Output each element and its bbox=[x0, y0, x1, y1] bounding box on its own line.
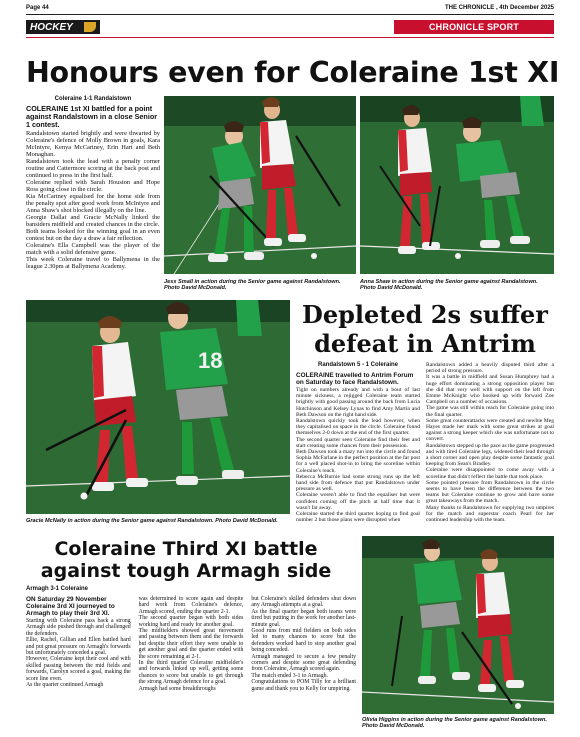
paragraph: Tight on numbers already and with a bout of last minute sickness, a rejigged Coleraine team started brightly with good passing around the back from Lucia Hutchinson and Kelsey Lynas to find Amy Martin and Beth Dawson on the right hand side. bbox=[296, 387, 420, 418]
paragraph: Randalstown stepped up the pace as the game progressed and with tired Coleraine legs, widened their lead through a short corner and open play despite some fantastic goal keeping from Sean's Bradley. bbox=[426, 442, 554, 468]
paper-dateline: THE CHRONICLE , 4th December 2025 bbox=[444, 5, 554, 11]
paragraph: Ellie, Rachel, Gillian and Ellen battled hard and put great pressure on Armagh's forwards but unfortunately conceded a goal. bbox=[26, 637, 131, 657]
paragraph: Armagh had some breakthroughs bbox=[138, 685, 216, 692]
story1-body bbox=[26, 130, 160, 270]
paragraph: Many thanks to Randalstown for supplying two umpires for the match and superstar coach Pearl for her continued leadership with the team. bbox=[426, 504, 554, 524]
photo2-caption: Anna Shaw in action during the Senior game against Randalstown. Photo David McDonald. bbox=[360, 279, 538, 292]
photo-gracie-mcnally bbox=[26, 300, 290, 514]
story2-headline: Depleted 2s suffer defeat in Antrim bbox=[302, 300, 548, 358]
paragraph: Randalstown quickly took the lead however, when they capitalised on space in the circle. Coleraine found themselves 2-0 down at the end of the first quarter. bbox=[296, 418, 420, 437]
paragraph: Randalstown added a heavily disputed third after a period of strong pressure. bbox=[426, 362, 554, 375]
photo-jess-small bbox=[164, 96, 356, 274]
paragraph: Some pointed pressure from Randalstown in the circle seems to have been the difference between the two teams but Coleraine continue to grow and have some great takeaways from the match. bbox=[426, 479, 554, 505]
story3-headline: Coleraine Third XI battle against tough Armagh side bbox=[40, 538, 332, 582]
paragraph: The second quarter began with both sides working hard and ready for another goal. bbox=[138, 615, 244, 628]
paragraph: Coleraine were disappointed to come away with a scoreline that didn't reflect the battle that took place. bbox=[426, 467, 554, 480]
page-number: Page 44 bbox=[26, 5, 49, 11]
photo-olivia-higgins bbox=[362, 536, 554, 714]
paragraph: The second quarter seen Coleraine find their feet and start creating some chances from their possession. bbox=[296, 436, 420, 449]
paragraph: The midfielders showed great movement and passing between them and the forwards but despite their effort they were unable to get another goal and the quarter ended with the score remaining at 2-1. bbox=[138, 628, 244, 660]
photo4-caption: Olivia Higgins in action during the Senior game against Randalstown. Photo David McDonald. bbox=[362, 717, 547, 730]
paragraph: As the quarter continued Armagh bbox=[26, 682, 104, 689]
paragraph: Congratulations to POM Tilly for a brilliant game and thank you to Kelly for umpiring. bbox=[251, 679, 357, 692]
paragraph: This week Coleraine travel to Ballymena in the league 2.30pm at Ballymena Academy. bbox=[26, 256, 160, 271]
paragraph: As the final quarter began both teams were tired but putting in the work for another last-minute goal. bbox=[251, 608, 357, 628]
story1-score: Coleraine 1-1 Randalstown bbox=[54, 96, 132, 102]
story3-column-1 bbox=[26, 596, 131, 692]
hockey-stick-icon bbox=[84, 22, 96, 32]
story3-columns bbox=[26, 596, 356, 692]
story2-body-2 bbox=[426, 362, 554, 523]
paragraph: but Coleraine's skilled defenders shut down any Armagh attempts at a goal. bbox=[251, 596, 357, 609]
paragraph: Coleraine's Ella Campbell was the player of the match with a solid defensive game. bbox=[26, 242, 160, 257]
story2-column-2 bbox=[426, 362, 554, 523]
paragraph: Some great counterattacks were created and newbie Meg Hayes made her mark with some great strikes at goal against a strong keeper which she was unfortunate not to convert. bbox=[426, 417, 554, 443]
paragraph: Georgie Dallat and Gracie McNally linked the bansiders midfield and created chances in the circle. bbox=[26, 214, 160, 229]
photo-anna-shaw bbox=[360, 96, 554, 274]
paragraph: In the third quarter Coleraine midfielder's and forwards linked up well, getting some chances to score but unable to get through the strong Armagh defence for a goal. bbox=[138, 660, 244, 686]
paragraph: Coleraine started the third quarter hoping to find goal number 2 but those plans were disrupted when bbox=[296, 511, 420, 524]
paragraph: Randalstown started brightly and were thwarted by Coleraine's defence of Molly Brown in goals, Kara McIntyre, Kenya McCartney, Erin Hart and Beth Monaghan. bbox=[26, 130, 160, 159]
paragraph: was determined to score again and despite hard work from Coleraine's defence, Armagh scored, ending the quarter 2-1. bbox=[138, 596, 244, 615]
brand-label: CHRONICLE SPORT bbox=[428, 22, 519, 32]
story2-column-1 bbox=[296, 372, 420, 523]
story3-score: Armagh 3-1 Coleraine bbox=[26, 586, 89, 592]
paragraph: Coleraine weren't able to find the equaliser but were confident coming off the pitch at half time that it wasn't far away. bbox=[296, 492, 420, 511]
svg-text:18: 18 bbox=[198, 348, 223, 373]
story2-body-1 bbox=[296, 387, 420, 523]
story3-body-3 bbox=[251, 596, 356, 692]
header-rule bbox=[26, 14, 554, 15]
paragraph: Starting with Coleraine pass back a strong Armagh side pushed through and challenged the defenders. bbox=[26, 618, 131, 637]
paragraph: Rebecca McBurnie had some strong runs up the left hand side from defence that put Randalstown under pressure as well. bbox=[296, 473, 420, 493]
story2-intro: COLERAINE travelled to Antrim Forum on Saturday to face Randalstown. bbox=[296, 372, 414, 386]
paragraph: Beth Dawson took a mazy run into the circle and found Sophia McFarlane in the perfect position at the far post for a well placed shot-in to bring the scoreline within Coleraine's reach. bbox=[296, 449, 420, 474]
story3-column-3 bbox=[251, 596, 356, 692]
paragraph: Kia McCartney equalised for the home side from the penalty spot after good work from McIntyre and Anna Shaw's shot blocked illegally on the line. bbox=[26, 193, 160, 215]
story2-score: Randalstown 5 - 1 Coleraine bbox=[317, 362, 399, 368]
brand-banner bbox=[394, 20, 554, 34]
paragraph: Randalstown took the lead with a penalty corner routine and Cattermore scoring at the back post and continued to press in the first half. bbox=[26, 158, 160, 180]
paragraph: Good runs from mid fielders on both sides led to many chances to score but the defenders worked hard to stop another goal being conceded. bbox=[251, 628, 357, 654]
paragraph: It was a battle in midfield and Susan Humphrey had a huge effort dominating a strong opposition player but she did that very well with support on the left from Emme McKnight who hooked up with forward Zoe Campbell on a number of occasions. bbox=[426, 374, 554, 406]
paragraph: Both teams looked for the winning goal in an even contest but on the day a draw a fair reflection. bbox=[26, 228, 160, 243]
section-label: HOCKEY bbox=[30, 21, 73, 33]
paragraph: Coleraine replied with Sarah Houston and Hope Ross going close in the circle. bbox=[26, 179, 160, 194]
story3-body-1 bbox=[26, 618, 131, 688]
story1-column bbox=[26, 96, 160, 270]
photo3-caption: Gracie McNally in action during the Senior game against Randalstown. Photo David McDonald. bbox=[26, 518, 278, 524]
page-header bbox=[26, 3, 554, 13]
brand-rule bbox=[26, 37, 554, 38]
paragraph: The game was still within reach for Coleraine going into the final quarter. bbox=[426, 405, 554, 418]
paragraph: However, Coleraine kept their cool and with skilled passing between the mid fields and forwards, Carolyn scored a goal, making the score line even. bbox=[26, 656, 131, 682]
story1-intro: COLERAINE 1st XI battled for a point against Randalstown in a close Senior 1 contest. bbox=[26, 104, 158, 129]
story3-intro: ON Saturday 29 November Coleraine 3rd XI journeyed to Armagh to play their 3rd XI. bbox=[26, 596, 115, 617]
photo1-caption: Jess Small in action during the Senior game against Randalstown. Photo David McDonald. bbox=[164, 279, 341, 292]
paragraph: Armagh managed to secure a few penalty corners and despite some great defending from Coleraine, Armagh scored again. bbox=[251, 653, 357, 673]
story3-column-2 bbox=[139, 596, 244, 692]
story1-headline: Honours even for Coleraine 1st XI bbox=[26, 56, 560, 89]
section-tag bbox=[26, 20, 100, 34]
story3-body-2 bbox=[139, 596, 244, 692]
paragraph: The match ended 3-1 to Armagh. bbox=[251, 672, 328, 679]
